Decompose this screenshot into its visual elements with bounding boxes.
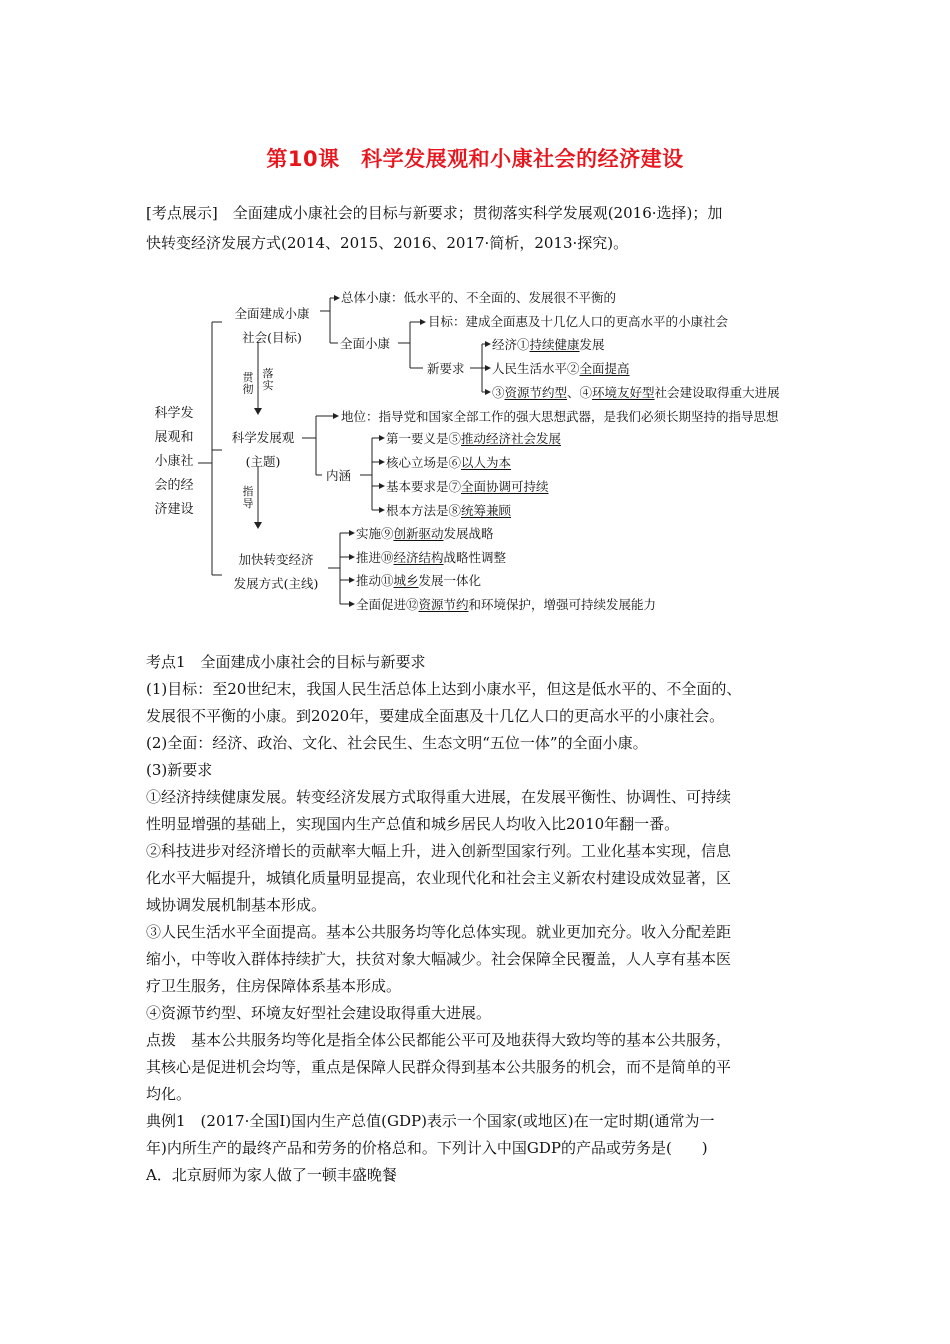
conn-text: 基本要求是⑦ [386, 479, 462, 494]
req-answer: 持续健康 [529, 337, 580, 352]
body-line: 化水平大幅提升，城镇化质量明显提高，农业现代化和社会主义新农村建设成效显著，区 [146, 869, 732, 887]
mainline-answer: 创新驱动 [393, 526, 444, 541]
body-line: ③人民生活水平全面提高。基本公共服务均等化总体实现。就业更加充分。收入分配差距 [146, 923, 732, 941]
body-line: 域协调发展机制基本形成。 [146, 896, 327, 914]
mainline-answer: 经济结构 [393, 550, 444, 565]
requirement-1 [492, 337, 605, 352]
target-text: 目标：建成全面惠及十几亿人口的更高水平的小康社会 [428, 314, 729, 329]
root-line: 小康社 [154, 454, 194, 469]
arrow-label-zhidao [242, 486, 254, 510]
arrow-char: 落 [262, 367, 274, 380]
mainline-text: 实施⑨ [356, 526, 394, 541]
root-line: 会的经 [154, 478, 194, 493]
mainline-text: 和环境保护，增强可持续发展能力 [468, 597, 657, 612]
req-text: 人民生活水平② [492, 361, 580, 376]
mainline-node-line: 加快转变经济 [238, 552, 314, 567]
body-line: ④资源节约型、环境友好型社会建设取得重大进展。 [146, 1004, 492, 1022]
status-text: 地位：指导党和国家全部工作的强大思想武器，是我们必须长期坚持的指导思想 [341, 409, 779, 424]
goal-node-line: 社会(目标) [242, 330, 302, 345]
conn-text: 根本方法是⑧ [386, 503, 462, 518]
connotation-2 [386, 455, 511, 470]
intro-line: [考点展示] 全面建成小康社会的目标与新要求；贯彻落实科学发展观(2016·选择)；加 [146, 204, 723, 222]
mainline-item-2 [356, 550, 506, 565]
theme-node-line: (主题) [245, 454, 281, 469]
body-line: 性明显增强的基础上，实现国内生产总值和城乡居民人均收入比2010年翻一番。 [146, 815, 680, 833]
theme-node [224, 426, 302, 474]
arrow-char: 实 [262, 379, 274, 392]
section-heading: 考点1 全面建成小康社会的目标与新要求 [146, 653, 426, 671]
root-line: 济建设 [154, 502, 194, 517]
goal-node [226, 302, 318, 350]
connotation-1 [386, 431, 561, 446]
body-line: (2)全面：经济、政治、文化、社会民生、生态文明“五位一体”的全面小康。 [146, 734, 648, 752]
req-text: ③ [492, 385, 505, 400]
body-line: ①经济持续健康发展。转变经济发展方式取得重大进展，在发展平衡性、协调性、可持续 [146, 788, 732, 806]
req-text: 发展 [579, 337, 605, 352]
arrow-char: 导 [242, 497, 254, 510]
intro-line: 快转变经济发展方式(2014、2015、2016、2017·简析，2013·探究)。 [146, 234, 629, 252]
connotation: 内涵 [326, 468, 352, 483]
mainline-text: 全面促进⑫ [356, 597, 419, 612]
connotation-3 [386, 479, 549, 494]
diagram-root [152, 402, 196, 522]
requirement-3 [492, 385, 780, 400]
root-line: 展观和 [154, 430, 194, 445]
req-answer: 全面提高 [579, 361, 630, 376]
option-a: A．北京厨师为家人做了一顿丰盛晚餐 [146, 1166, 397, 1184]
conn-answer: 推动经济社会发展 [461, 431, 562, 446]
mainline-node-line: 发展方式(主线) [233, 576, 319, 591]
arrow-label-guanche [242, 372, 254, 396]
page-title: 第10课 科学发展观和小康社会的经济建设 [266, 147, 684, 171]
theme-node-line: 科学发展观 [231, 430, 295, 445]
req-text: 社会建设取得重大进展 [654, 385, 780, 400]
mainline-answer: 城乡 [393, 573, 419, 588]
body-line: (1)目标：至20世纪末，我国人民生活总体上达到小康水平，但这是低水平的、不全面的、 [146, 680, 742, 698]
body-line: 缩小，中等收入群体持续扩大，扶贫对象大幅减少。社会保障全民覆盖，人人享有基本医 [146, 950, 732, 968]
arrow-char: 贯 [242, 371, 254, 384]
overall-xiaokang: 总体小康：低水平的、不全面的、发展很不平衡的 [341, 290, 617, 305]
tip-line: 均化。 [146, 1085, 192, 1103]
conn-answer: 统筹兼顾 [461, 503, 512, 518]
example-line: 典例1 (2017·全国Ⅰ)国内生产总值(GDP)表示一个国家(或地区)在一定时期(通常为一 [146, 1112, 715, 1130]
arrow-label-luoshi [262, 368, 274, 392]
req-answer: 资源节约型 [504, 385, 568, 400]
mainline-answer: 资源节约 [418, 597, 469, 612]
req-text: 经济① [492, 337, 530, 352]
root-line: 科学发 [154, 406, 194, 421]
body-line: 发展很不平衡的小康。到2020年，要建成全面惠及十几亿人口的更高水平的小康社会。 [146, 707, 725, 725]
conn-text: 核心立场是⑥ [386, 455, 462, 470]
mainline-text: 推进⑩ [356, 550, 394, 565]
mainline-item-4 [356, 597, 656, 612]
body-text [146, 649, 811, 1189]
knowledge-structure-diagram [140, 280, 840, 620]
goal-node-line: 全面建成小康 [234, 306, 310, 321]
conn-answer: 以人为本 [461, 455, 512, 470]
mainline-node [224, 548, 328, 596]
mainline-item-3 [356, 573, 481, 588]
example-line: 年)内所生产的最终产品和劳务的价格总和。下列计入中国GDP的产品或劳务是( ) [146, 1139, 708, 1157]
tip-line: 点拨 基本公共服务均等化是指全体公民都能公平可及地获得大致均等的基本公共服务， [146, 1031, 732, 1049]
req-text: 、④ [567, 385, 593, 400]
arrow-char: 指 [242, 485, 254, 498]
mainline-text: 推动⑪ [356, 573, 394, 588]
conn-text: 第一要义是⑤ [386, 431, 462, 446]
tip-line: 其核心是促进机会均等，重点是保障人民群众得到基本公共服务的机会，而不是简单的平 [146, 1058, 732, 1076]
mainline-text: 发展一体化 [418, 573, 482, 588]
requirement-2 [492, 361, 630, 376]
body-line: ②科技进步对经济增长的贡献率大幅上升，进入创新型国家行列。工业化基本实现，信息 [146, 842, 732, 860]
mainline-text: 战略性调整 [443, 550, 507, 565]
connotation-4 [386, 503, 511, 518]
comprehensive-xiaokang: 全面小康 [340, 336, 391, 351]
new-requirements: 新要求 [427, 361, 465, 376]
conn-answer: 全面协调可持续 [461, 479, 549, 494]
mainline-text: 发展战略 [443, 526, 494, 541]
body-line: (3)新要求 [146, 761, 213, 779]
req-answer: 环境友好型 [592, 385, 655, 400]
mainline-item-1 [356, 526, 494, 541]
exam-points-intro [146, 198, 811, 258]
arrow-char: 彻 [242, 383, 254, 396]
body-line: 疗卫生服务，住房保障体系基本形成。 [146, 977, 402, 995]
